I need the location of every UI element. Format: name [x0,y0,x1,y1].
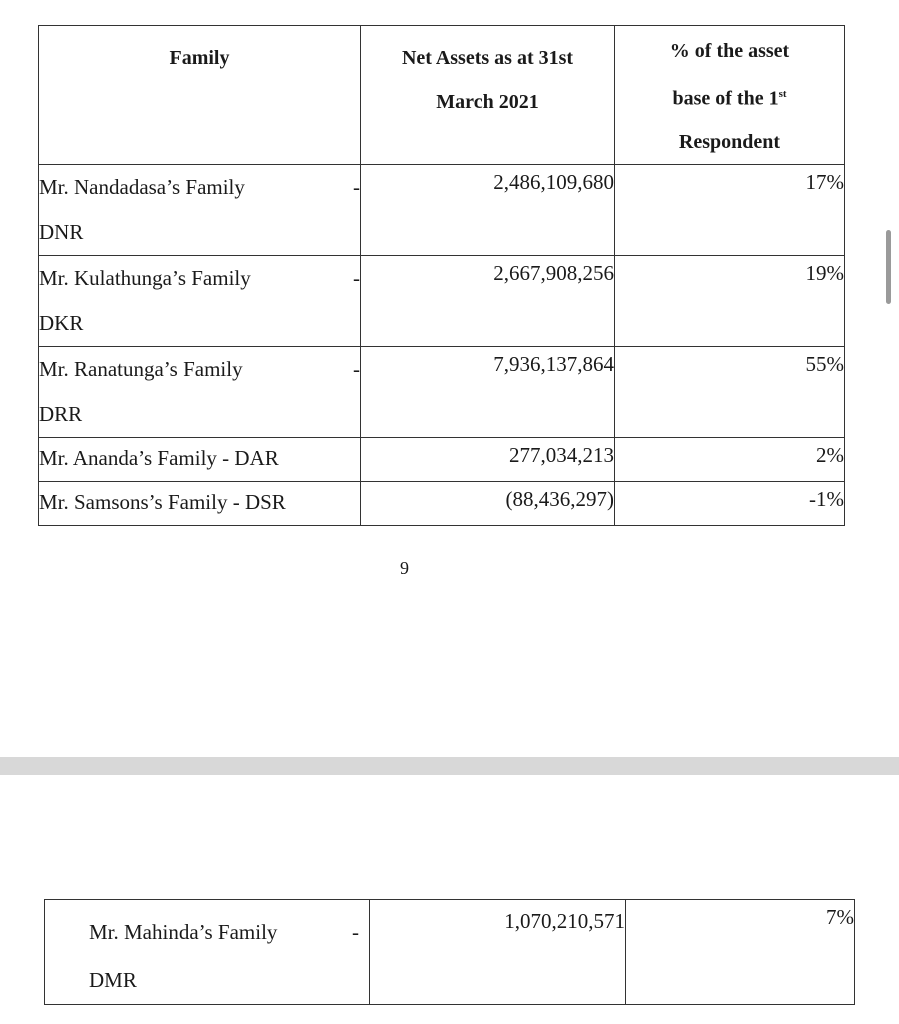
net-assets-cell: (88,436,297) [361,481,615,525]
table-row [39,437,845,481]
net-assets-cell: 277,034,213 [361,437,615,481]
percent-cell: 19% [615,255,845,346]
header-pct-line3: Respondent [678,130,781,153]
page-separator [0,757,899,775]
percent-cell: 2% [615,437,845,481]
net-assets-cell: 7,936,137,864 [361,346,615,437]
header-net-assets-line1: Net Assets as at 31st [401,47,574,69]
header-pct-line2: base of the 1st [672,87,787,110]
family-cell: Mr. Mahinda’s Family - DMR [45,900,370,1005]
table-header-row [39,26,845,165]
percent-cell: 17% [615,164,845,255]
header-pct-line1: % of the asset [669,40,790,62]
family-cell: Mr. Ranatunga’s Family - DRR [39,346,361,437]
percent-cell: 7% [626,900,855,1005]
family-cell: Mr. Samsons’s Family - DSR [39,481,361,525]
net-assets-table [38,25,845,526]
family-cell: Mr. Ananda’s Family - DAR [39,437,361,481]
header-percent [615,26,845,165]
percent-cell: -1% [615,481,845,525]
header-family-label: Family [169,47,230,69]
net-assets-cell: 1,070,210,571 [370,900,626,1005]
family-cell: Mr. Kulathunga’s Family - DKR [39,255,361,346]
family-cell: Mr. Nandadasa’s Family - DNR [39,164,361,255]
header-net-assets-line2: March 2021 [436,91,539,113]
net-assets-cell: 2,667,908,256 [361,255,615,346]
table-row [39,346,845,437]
table-row [39,481,845,525]
table-row [45,900,855,1005]
header-family [39,26,361,165]
page-number: 9 [400,558,409,578]
table-row [39,164,845,255]
table-row [39,255,845,346]
header-net-assets [361,26,615,165]
percent-cell: 55% [615,346,845,437]
net-assets-table-continued [44,899,855,1005]
scrollbar-thumb[interactable] [886,230,891,304]
net-assets-cell: 2,486,109,680 [361,164,615,255]
